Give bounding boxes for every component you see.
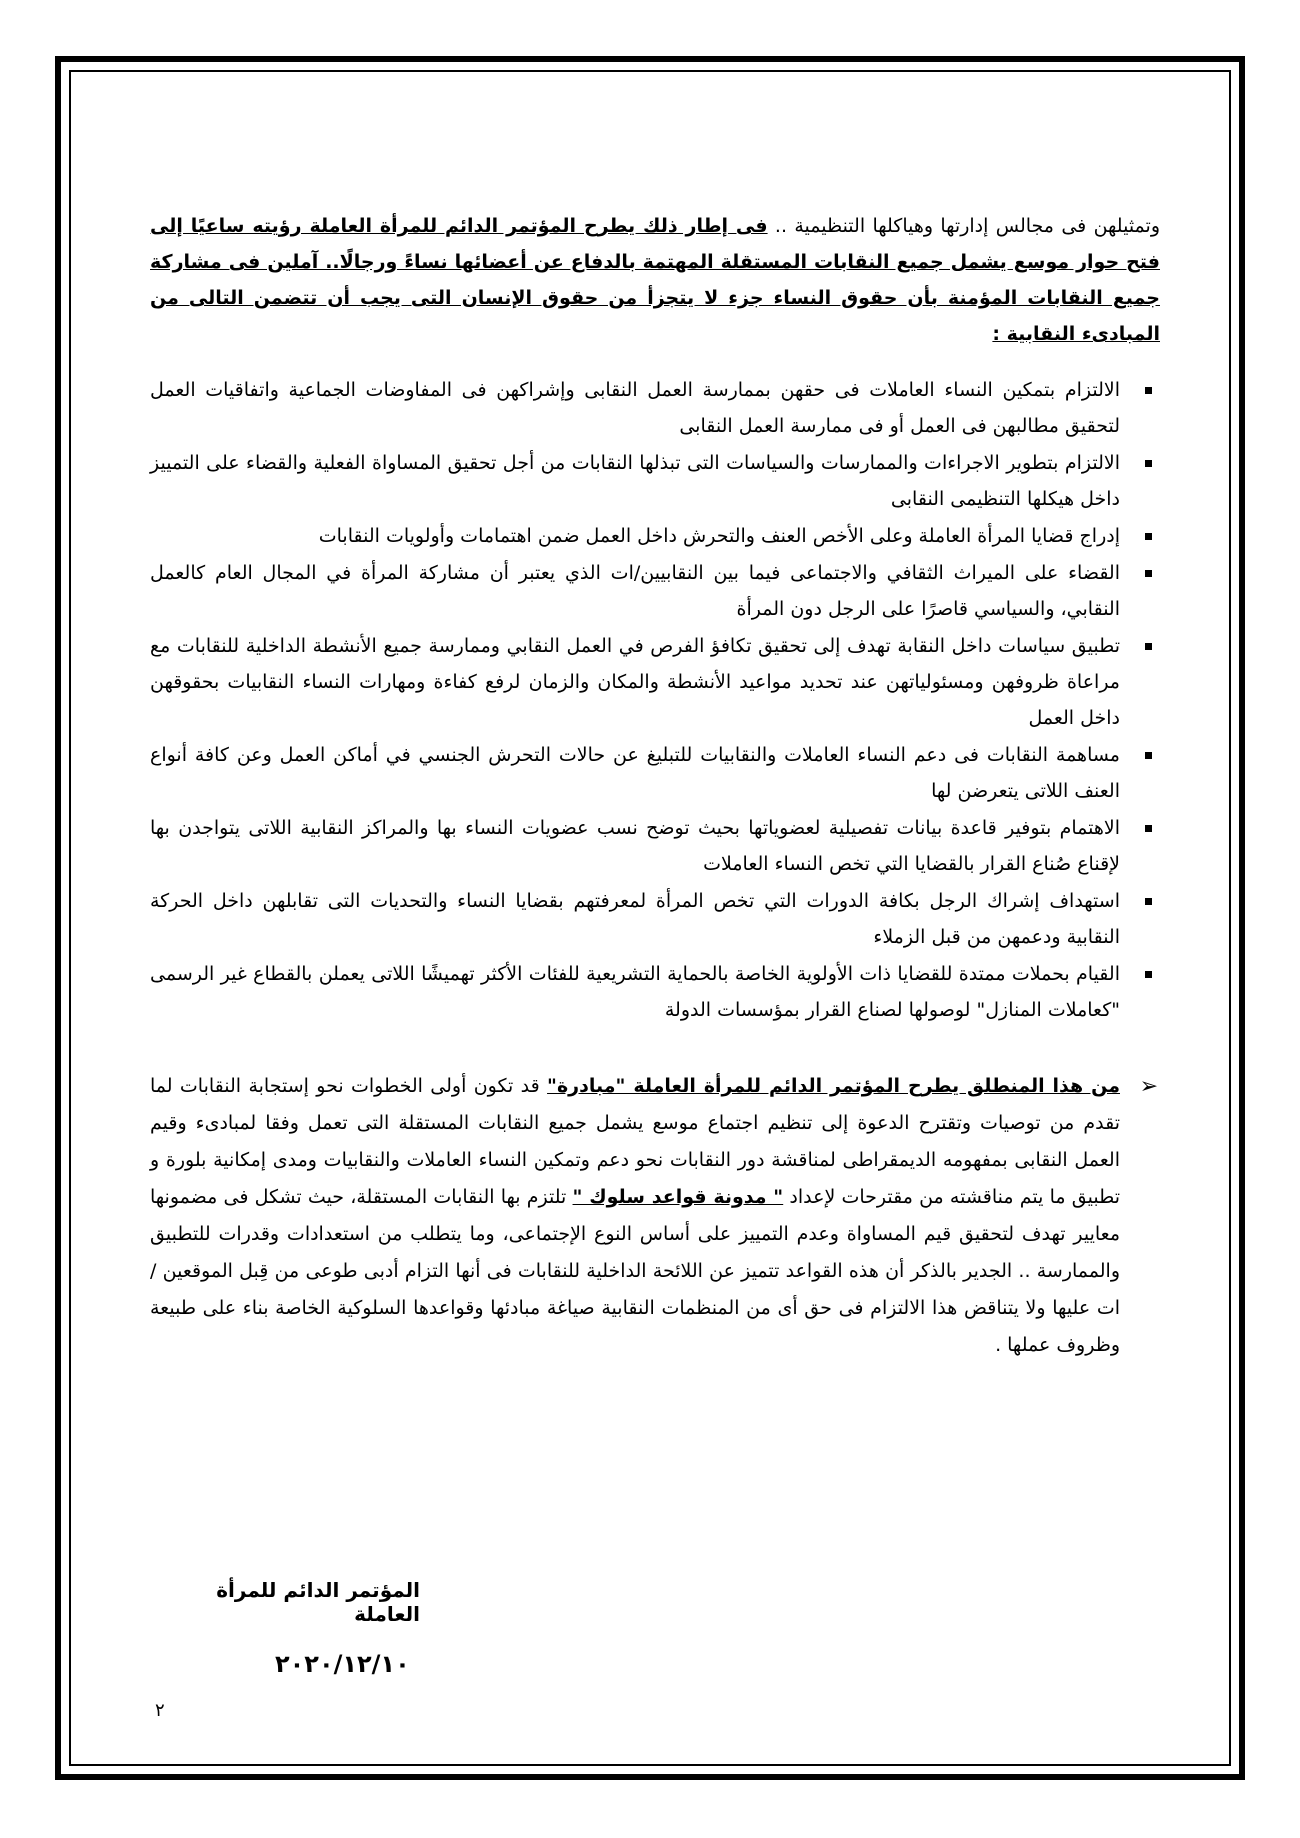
square-bullet-icon [1145,752,1152,759]
square-bullet-icon [1145,898,1152,905]
page-number: ٢ [155,1700,165,1721]
arrow-bullet-icon: ➢ [1139,1074,1158,1099]
square-bullet-icon [1145,971,1152,978]
list-item: القضاء على الميراث الثقافي والاجتماعى فيما بين النقابيين/ات الذي يعتبر أن مشاركة المرأة في المجال العام كالعمل النقابي، والسياسي قاصرًا على الرجل دون المرأة [150,555,1160,627]
list-item: استهداف إشراك الرجل بكافة الدورات التي تخص المرأة لمعرفتهم بقضايا النساء والتحديات التى تقابلهن داخل الحركة النقابية ودعمهن من قبل الزملاء [150,883,1160,955]
list-item: إدراج قضايا المرأة العاملة وعلى الأخص العنف والتحرش داخل العمل ضمن اهتمامات وأولويات النقابات [150,518,1160,554]
square-bullet-icon [1145,825,1152,832]
signature: المؤتمر الدائم للمرأة العاملة [216,1578,420,1626]
intro-paragraph [150,208,1160,352]
document-body [150,208,1160,1364]
intro-bold-text: فى إطار ذلك يطرح المؤتمر الدائم للمرأة العاملة رؤيته ساعيًا إلى فتح حوار موسع يشمل جميع النقابات المستقلة المهتمة بالدفاع عن أعضائها نساءً ورجالًا.. آملين فى مشاركة جميع النقابات المؤمنة بأن حقوق النساء جزء لا يتجزأ من حقوق الإنسان التى يجب أن تتضمن التالى من المبادىء النقابية : [150,215,1160,345]
list-item: مساهمة النقابات فى دعم النساء العاملات والنقابيات للتبليغ عن حالات التحرش الجنسي في أماكن العمل وعن كافة أنواع العنف اللاتى يتعرضن لها [150,737,1160,809]
list-item: الالتزام بتمكين النساء العاملات فى حقهن بممارسة العمل النقابى وإشراكهن فى المفاوضات الجماعية واتفاقيات العمل لتحقيق مطالبهن فى العمل أو فى ممارسة العمل النقابى [150,372,1160,444]
list-item: الاهتمام بتوفير قاعدة بيانات تفصيلية لعضوياتها بحيث توضح نسب عضويات النساء بها والمراكز النقابية اللاتى يتواجدن بها لإقناع صُناع القرار بالقضايا التي تخص النساء العاملات [150,810,1160,882]
square-bullet-icon [1145,387,1152,394]
initiative-lead: من هذا المنطلق يطرح المؤتمر الدائم للمرأة العاملة "مبادرة" [547,1075,1120,1097]
code-of-conduct-title: " مدونة قواعد سلوك " [572,1186,784,1208]
list-item: الالتزام بتطوير الاجراءات والممارسات والسياسات التى تبذلها النقابات من أجل تحقيق المساواة الفعلية والقضاء على التمييز داخل هيكلها التنظيمى النقابى [150,445,1160,517]
initiative-text-1: قد تكون أولى الخطوات نحو إستجابة النقابات لما تقدم من توصيات وتقترح الدعوة إلى تنظيم اجتماع موسع يشمل جميع النقابات المستقلة التى تعمل وفقا لمبادىء وقيم العمل النقابى بمفهومه الديمقراطى لمناقشة دور النقابات نحو دعم وتمكين النساء العاملات والنقابيات ومدى إمكانية بلورة و تطبيق ما يتم مناقشته من مقترحات لإعداد [150,1075,1120,1208]
principles-list [150,372,1160,1028]
list-item: تطبيق سياسات داخل النقابة تهدف إلى تحقيق تكافؤ الفرص في العمل النقابي وممارسة جميع الأنشطة الداخلية للنقابات مع مراعاة ظروفهن ومسئولياتهن عند تحديد مواعيد الأنشطة والمكان والزمان لرفع كفاءة ومهارات النساء النقابيات بحقوقهن داخل العمل [150,628,1160,736]
initiative-text-2: تلتزم بها النقابات المستقلة، حيث تشكل فى مضمونها معايير تهدف لتحقيق قيم المساواة وعدم التمييز على أساس النوع الإجتماعى، وما يتطلب من استعدادات وقدرات للتطبيق والممارسة .. الجدير بالذكر أن هذه القواعد تتميز عن اللائحة الداخلية للنقابات فى أنها التزام أدبى طوعى من قِبل الموقعين /ات عليها ولا يتناقض هذا الالتزام فى حق أى من المنظمات النقابية صياغة مبادئها وقواعدها السلوكية الخاصة بناء على طبيعة وظروف عملها . [150,1186,1120,1356]
intro-plain-text: وتمثيلهن فى مجالس إدارتها وهياكلها التنظيمية .. [767,215,1160,237]
square-bullet-icon [1145,570,1152,577]
square-bullet-icon [1145,533,1152,540]
square-bullet-icon [1145,643,1152,650]
list-item: القيام بحملات ممتدة للقضايا ذات الأولوية الخاصة بالحماية التشريعية للفئات الأكثر تهميشًا اللاتى يعملن بالقطاع غير الرسمى "كعاملات المنازل" لوصولها لصناع القرار بمؤسسات الدولة [150,956,1160,1028]
initiative-paragraph [150,1068,1160,1364]
document-date: ٢٠٢٠/١٢/١٠ [275,1650,410,1678]
square-bullet-icon [1145,460,1152,467]
